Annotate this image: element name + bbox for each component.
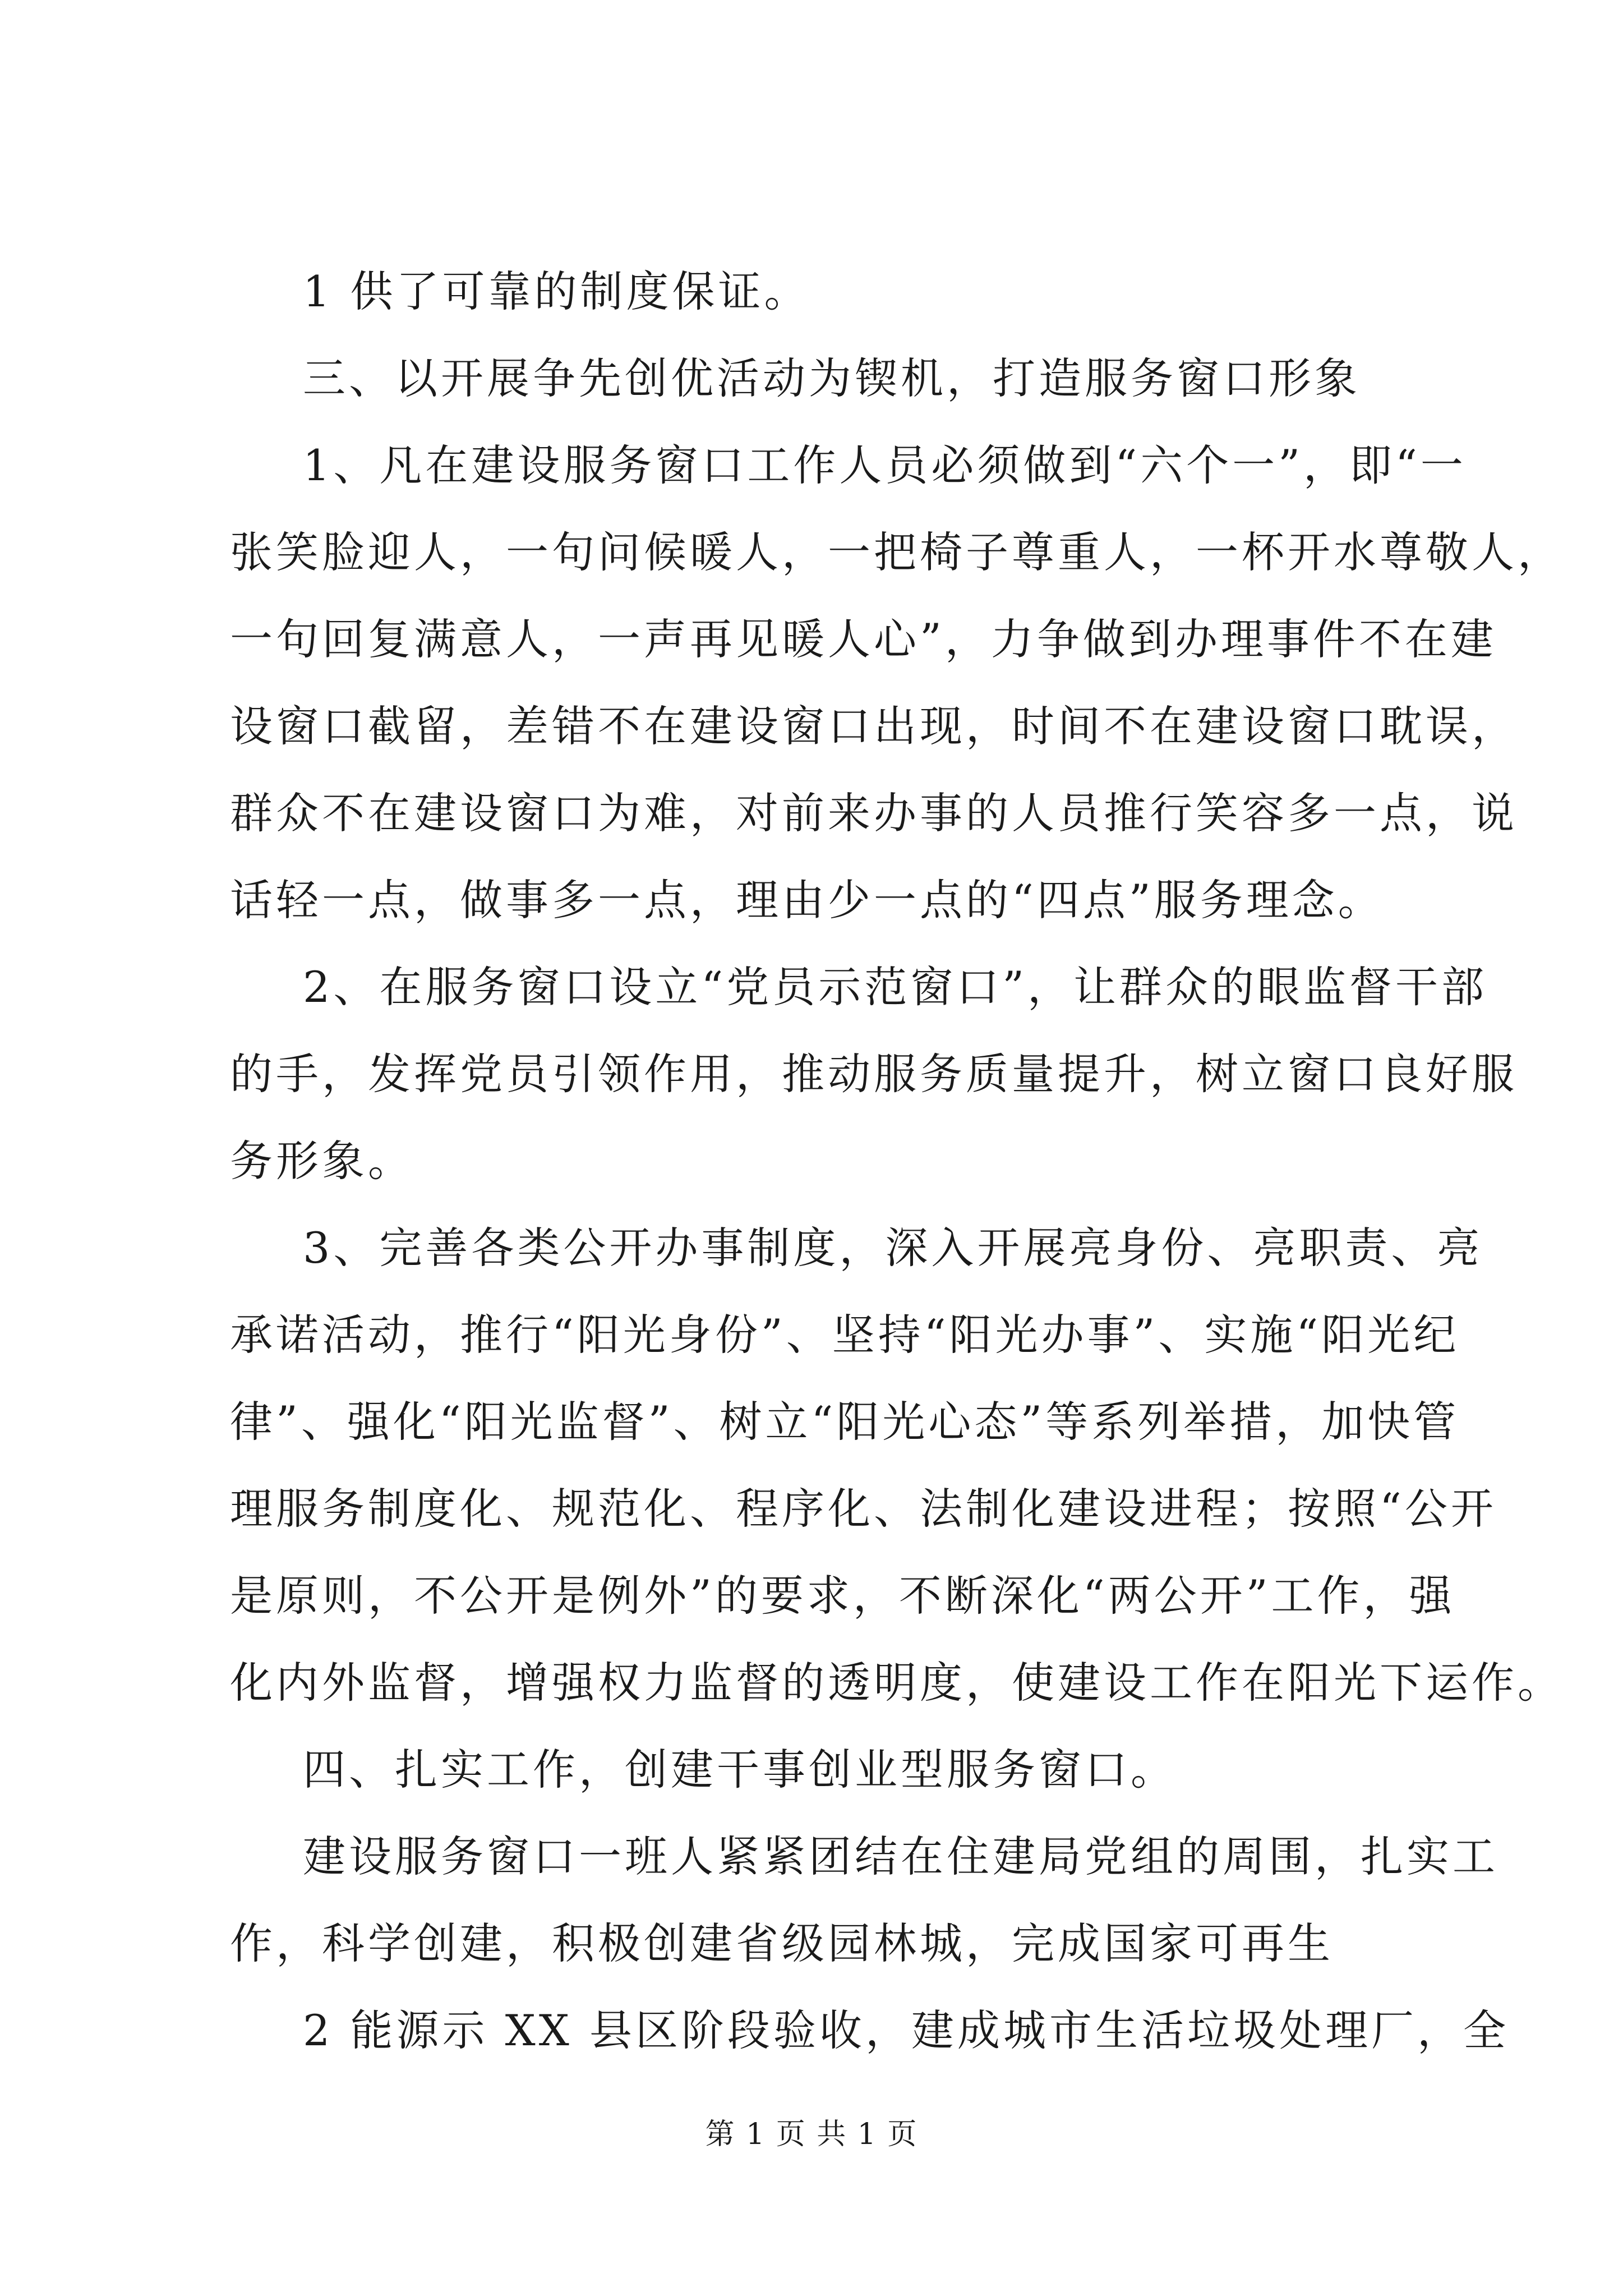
text-line: 务形象。 (230, 1136, 414, 1186)
text-line: 化内外监督，增强权力监督的透明度，使建设工作在阳光下运作。 (230, 1658, 1564, 1708)
section-heading: 三、以开展争先创优活动为锲机，打造服务窗口形象 (303, 353, 1361, 403)
text-line: 2 能源示 XX 县区阶段验收，建成城市生活垃圾处理厂，全 (303, 2005, 1510, 2055)
section-heading: 四、扎实工作，创建干事创业型服务窗口。 (303, 1745, 1177, 1795)
text-line: 的手，发挥党员引领作用，推动服务质量提升，树立窗口良好服 (230, 1049, 1518, 1099)
text-line: 2、在服务窗口设立“党员示范窗口”，让群众的眼监督干部 (303, 962, 1488, 1012)
page-footer: 第 1 页 共 1 页 (705, 2118, 918, 2151)
text-line: 群众不在建设窗口为难，对前来办事的人员推行笑容多一点，说 (230, 788, 1518, 838)
text-line: 一句回复满意人，一声再见暖人心”，力争做到办理事件不在建 (230, 614, 1497, 664)
text-line: 3、完善各类公开办事制度，深入开展亮身份、亮职责、亮 (303, 1223, 1483, 1273)
text-line: 是原则，不公开是例外”的要求，不断深化“两公开”工作，强 (230, 1571, 1455, 1621)
text-line: 律”、强化“阳光监督”、树立“阳光心态”等系列举措，加快管 (230, 1397, 1460, 1447)
text-line: 1 供了可靠的制度保证。 (303, 266, 810, 316)
text-line: 1、凡在建设服务窗口工作人员必须做到“六个一”，即“一 (303, 440, 1467, 490)
text-line: 作，科学创建，积极创建省级园林城，完成国家可再生 (230, 1918, 1334, 1968)
text-line: 理服务制度化、规范化、程序化、法制化建设进程；按照“公开 (230, 1484, 1497, 1534)
text-line: 张笑脸迎人，一句问候暖人，一把椅子尊重人，一杯开水尊敬人， (230, 527, 1564, 577)
text-line: 建设服务窗口一班人紧紧团结在住建局党组的周围，扎实工 (303, 1832, 1498, 1881)
text-line: 设窗口截留，差错不在建设窗口出现，时间不在建设窗口耽误， (230, 701, 1518, 751)
text-line: 承诺活动，推行“阳光身份”、坚持“阳光办事”、实施“阳光纪 (230, 1310, 1460, 1360)
text-line: 话轻一点，做事多一点，理由少一点的“四点”服务理念。 (230, 875, 1384, 925)
